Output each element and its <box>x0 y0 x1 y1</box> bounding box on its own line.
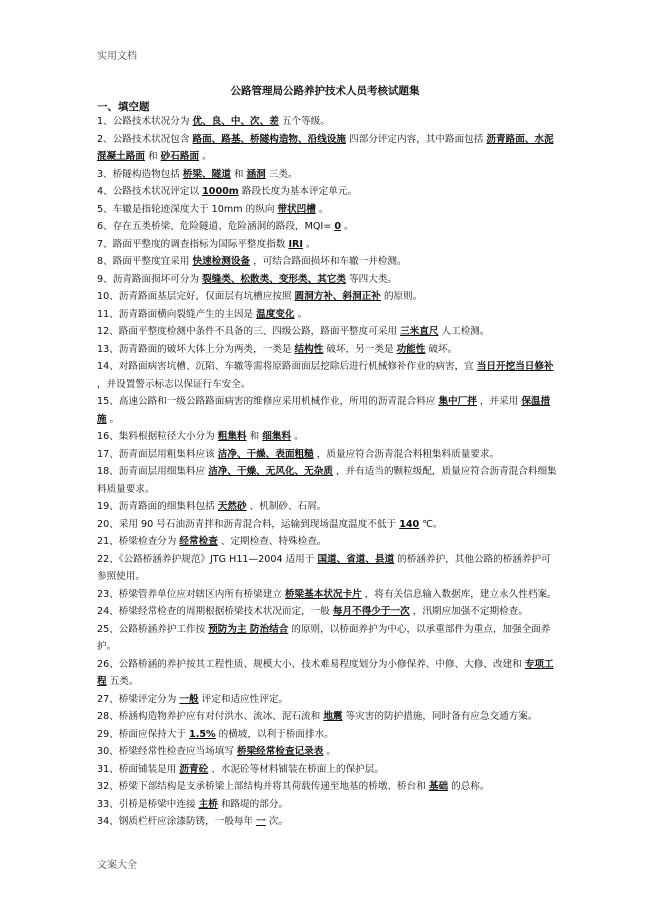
question-text: 和 <box>144 151 161 162</box>
question-item <box>97 813 559 831</box>
question-list <box>97 113 559 831</box>
question-text: 28、桥涵构造物养护应有对付洪水、流冰、泥石流和 <box>97 711 324 722</box>
question-text: 3、桥隧构造物包括 <box>97 168 183 180</box>
answer-blank: 三米直尺 <box>400 326 439 337</box>
question-text: 25、公路桥涵养护工作按 <box>97 623 209 635</box>
question-text: 的桥涵养护，其他公路的桥涵养护可参照使用。 <box>97 553 551 582</box>
question-item <box>97 341 559 359</box>
answer-blank: 保温措施 <box>97 396 551 425</box>
question-text: 等灾害的防护措施，同时备有应急交通方案。 <box>342 711 538 722</box>
answer-blank: 洁净、干燥、表面粗糙 <box>217 448 314 460</box>
question-item <box>97 166 559 184</box>
answer-blank: 温度变化 <box>256 308 295 320</box>
question-text: ℃。 <box>419 518 443 530</box>
answer-blank: 优、良、中、次、差 <box>192 116 279 127</box>
answer-blank: 140 <box>399 518 420 530</box>
answer-blank: 集中厂拌 <box>438 396 477 407</box>
question-text: 34、钢质栏杆应涂漆防锈，一般每年 <box>97 816 257 827</box>
question-text: 。 <box>323 746 336 757</box>
question-text: 三类。 <box>265 168 298 180</box>
answer-blank: 功能性 <box>396 343 426 355</box>
answer-blank: 粗集料 <box>217 431 247 442</box>
question-text: 路段长度为基本评定单元。 <box>238 186 357 197</box>
answer-blank: 专项工程 <box>97 658 554 687</box>
question-text: 等四大类。 <box>346 273 398 285</box>
question-text: 27、桥梁评定分为 <box>97 693 180 705</box>
question-text: 5、车辙是指轮迹深度大于 10mm 的纵向 <box>97 203 278 215</box>
question-text: 17、沥青面层用粗集料应该 <box>97 448 218 460</box>
document-title: 公路管理局公路养护技术人员考核试题集 <box>230 85 420 97</box>
question-text: 6、存在五类桥梁、危险隧道、危险涵洞的路段，MQI= <box>97 221 335 232</box>
answer-blank: 桥梁经常检查记录表 <box>236 746 324 757</box>
question-text: 31、桥面铺装是用 <box>97 763 180 775</box>
question-item <box>97 656 559 691</box>
question-text: 4、公路技术状况评定以 <box>97 186 203 197</box>
answer-blank: 快速检测设备 <box>192 256 251 267</box>
answer-blank: 1.5% <box>189 728 216 740</box>
question-item <box>97 183 559 201</box>
question-item <box>97 113 559 131</box>
answer-blank: 带状凹槽 <box>277 203 316 215</box>
answer-blank: 沥青路面、水泥混凝土路面 <box>97 133 554 162</box>
page-header-label: 实用文档 <box>97 51 137 62</box>
question-text: 33、引桥是桥梁中连接 <box>97 798 199 810</box>
question-text: 。 <box>199 151 212 162</box>
answer-blank: 1000m <box>202 186 239 197</box>
question-text: 的原则，以桥面养护为中心，以承重部件为重点，加强全面养护。 <box>97 623 551 652</box>
answer-blank: 地震 <box>323 711 343 722</box>
question-text: 29、桥面应保持大于 <box>97 728 190 740</box>
question-text: 26、公路桥涵的养护按其工程性质、规模大小、技术难易程度划分为小修保养、中修、大修、改建和 <box>97 658 525 670</box>
question-item <box>97 761 559 779</box>
section-heading: 一、填空题 <box>97 101 150 113</box>
question-item <box>97 288 559 306</box>
answer-blank: 圆洞方补、斜洞正补 <box>294 291 381 302</box>
question-item <box>97 551 559 586</box>
question-item <box>97 446 559 464</box>
answer-blank: 涵洞 <box>246 168 266 180</box>
question-item <box>97 796 559 814</box>
question-text: 15、高速公路和一级公路路面病害的维修应采用机械作业，所用的沥青混合料应 <box>97 396 439 407</box>
question-text: 。 <box>294 308 308 320</box>
question-text: 的横坡，以利于桥面排水。 <box>215 728 334 740</box>
question-text: 1、公路技术状况分为 <box>97 116 193 127</box>
question-text: 2、公路技术状况包含 <box>97 133 193 145</box>
question-item <box>97 463 559 498</box>
answer-blank: IRI <box>288 238 303 250</box>
answer-blank: 细集料 <box>262 431 292 442</box>
question-item <box>97 271 559 289</box>
question-text: 30、桥梁经常性检查应当场填写 <box>97 746 237 757</box>
question-text: ，并设置警示标志以保证行车安全。 <box>97 378 251 390</box>
question-item <box>97 533 559 551</box>
question-item <box>97 218 559 236</box>
question-text: 10、沥青路面基层完好，仅面层有坑槽应按照 <box>97 291 295 302</box>
question-text: 。 <box>315 203 329 215</box>
question-item <box>97 323 559 341</box>
question-text: 23、桥梁管养单位应对辖区内所有桥梁建立 <box>97 588 285 600</box>
question-text: 7、路面平整度的调查指标为国际平整度指数 <box>97 238 289 250</box>
question-text: 20、采用 90 号石油沥青拌和沥青混合料，运输到现场温度温度不低于 <box>97 518 400 530</box>
question-text: 次。 <box>265 816 289 827</box>
question-text: 的原则。 <box>380 291 423 302</box>
question-item <box>97 131 559 166</box>
question-item <box>97 498 559 516</box>
question-text: 破坏，另一类是 <box>323 343 397 355</box>
question-item <box>97 691 559 709</box>
answer-blank: 基础 <box>428 781 449 792</box>
question-text: ，将有关信息输入数据库，建立永久性档案。 <box>361 588 557 600</box>
question-item <box>97 306 559 324</box>
answer-blank: 天然砂 <box>217 501 247 512</box>
question-item <box>97 708 559 726</box>
question-text: 11、沥青路面横向裂缝产生的主因是 <box>97 308 257 320</box>
answer-blank: 砂石路面 <box>160 151 200 162</box>
question-text: 人工检测。 <box>438 326 490 337</box>
question-item <box>97 516 559 534</box>
question-text: 8、路面平整度宜采用 <box>97 256 193 267</box>
question-item <box>97 778 559 796</box>
question-text: 21、桥梁检查分为 <box>97 536 180 547</box>
page-footer-label: 文案大全 <box>97 860 137 871</box>
answer-blank: 结构性 <box>294 343 324 355</box>
question-text: 和 <box>230 168 247 180</box>
question-text: 、机制砂、石屑。 <box>246 501 327 512</box>
question-item <box>97 358 559 393</box>
question-text: 。 <box>302 238 316 250</box>
answer-blank: 裂缝类、松散类、变形类、其它类 <box>202 273 346 285</box>
question-text: ，并采用 <box>476 396 522 407</box>
question-text: ，并有适当的颗粒级配，质量应符合沥青混合料细集料质量要求。 <box>97 466 557 495</box>
question-text: 。 <box>291 431 304 442</box>
question-text: 18、沥青面层用细集料应 <box>97 466 209 477</box>
answer-blank: 每月不得少于一次 <box>332 606 410 617</box>
question-text: 五类。 <box>106 676 139 687</box>
question-text: 14、对路面病害坑槽、沉陷、车辙等需将原路面面层挖除后进行机械修补作业的病害，宜 <box>97 361 477 372</box>
answer-blank: 一般 <box>179 693 199 705</box>
answer-blank: 预防为主 防治结合 <box>208 623 289 635</box>
answer-blank: 国道、省道、县道 <box>317 553 395 565</box>
question-text: 。 <box>106 413 120 425</box>
question-text: 32、桥梁下部结构是支承桥梁上部结构并将其荷载传递至地基的桥墩、桥台和 <box>97 781 429 792</box>
question-item <box>97 726 559 744</box>
question-text: 四部分评定内容，其中路面包括 <box>346 133 487 145</box>
question-text: 9、沥青路面损坏可分为 <box>97 273 203 285</box>
answer-blank: 桥梁、隧道 <box>182 168 231 180</box>
question-item <box>97 393 559 428</box>
answer-blank: 路面、路基、桥隧构造物、沿线设施 <box>192 133 346 145</box>
answer-blank: 当日开挖当日修补 <box>476 361 554 372</box>
answer-blank: 经常检查 <box>179 536 218 547</box>
question-text: 19、沥青路面的细集料包括 <box>97 501 218 512</box>
question-text: 16、集料根据粒径大小分为 <box>97 431 218 442</box>
question-text: 和路堤的部分。 <box>217 798 289 810</box>
question-text: 13、沥青路面的破坏大体上分为两类，一类是 <box>97 343 295 355</box>
question-text: 五个等级。 <box>278 116 330 127</box>
question-item <box>97 201 559 219</box>
question-text: ，可结合路面损坏和车辙一并检测。 <box>250 256 407 267</box>
question-text: ，质量应符合沥青混合料粗集料质量要求。 <box>313 448 500 460</box>
answer-blank: 洁净、干燥、无风化、无杂质 <box>208 466 333 477</box>
answer-blank: 一 <box>256 816 266 827</box>
question-text: 、定期检查、特殊检查。 <box>217 536 327 547</box>
question-text: 22、《公路桥涵养护规范》JTG H11—2004 适用于 <box>97 553 318 565</box>
answer-blank: 主桥 <box>198 798 218 810</box>
answer-blank: 桥梁基本状况卡片 <box>284 588 362 600</box>
question-text: ，汛期应加强不定期检查。 <box>409 606 528 617</box>
question-text: 12、路面平整度检测中条件不具备的三、四级公路，路面平整度可采用 <box>97 326 401 337</box>
question-item <box>97 253 559 271</box>
question-text: 和 <box>246 431 263 442</box>
question-item <box>97 621 559 656</box>
question-text: 、水泥砼等材料铺装在桥面上的保护层。 <box>208 763 384 775</box>
question-item <box>97 236 559 254</box>
question-text: 24、桥梁经常检查的周期根据桥梁技术状况而定，一般 <box>97 606 333 617</box>
question-item <box>97 743 559 761</box>
answer-blank: 0 <box>334 221 342 232</box>
question-text: 评定和适应性评定。 <box>198 693 289 705</box>
question-item <box>97 603 559 621</box>
question-item <box>97 586 559 604</box>
question-text: 的总称。 <box>448 781 490 792</box>
answer-blank: 沥青砼 <box>179 763 209 775</box>
question-text: 。 <box>341 221 354 232</box>
question-text: 破坏。 <box>425 343 458 355</box>
question-item <box>97 428 559 446</box>
